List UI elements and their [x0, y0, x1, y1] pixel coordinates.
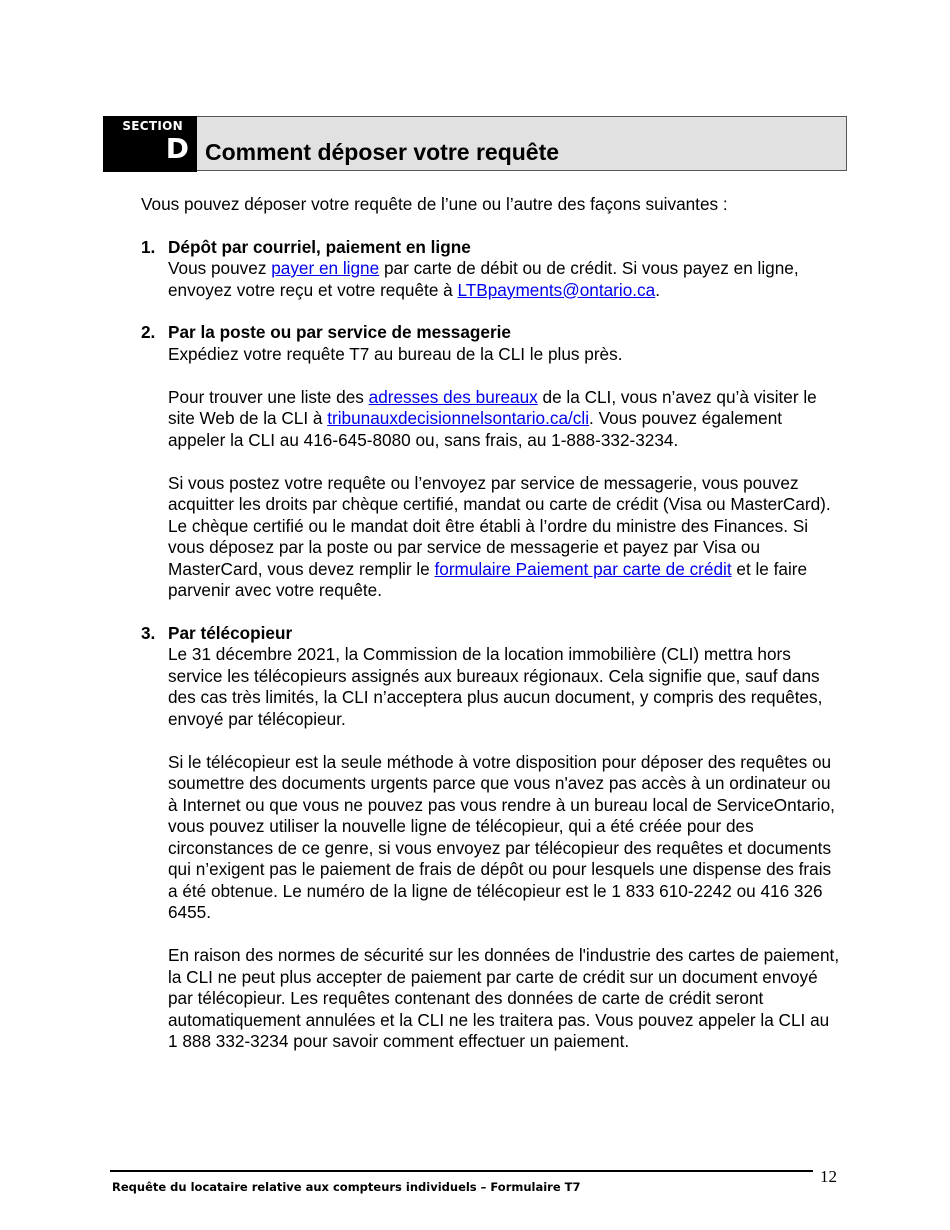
footer-divider	[110, 1170, 813, 1172]
item-number: 1.	[141, 236, 156, 257]
footer-form-title: Requête du locataire relative aux compteurs individuels – Formulaire T7	[112, 1180, 581, 1194]
item-paragraph: En raison des normes de sécurité sur les données de l'industrie des cartes de paiement, la CLI ne peut plus accepter de paiement par carte de crédit sur un document envoyé par télécopieur. Les requêtes contenant des données de carte de crédit seront automatiquement annulées et la CLI ne les traitera pas. Vous pouvez appeler la CLI au 1 888 332-3234 pour savoir comment effectuer un paiement.	[168, 945, 840, 1051]
item-paragraph	[168, 473, 841, 602]
section-tab	[103, 116, 197, 172]
text-run: par carte de débit ou de crédit. Si vous payez en ligne, envoyez votre reçu et votre requête à	[168, 258, 799, 300]
item-number: 3.	[141, 622, 156, 643]
text-run: et le faire parvenir avec votre requête.	[168, 558, 808, 600]
text-run: .	[655, 279, 660, 300]
page-number: 12	[820, 1167, 837, 1186]
pay-online-link[interactable]: payer en ligne	[271, 258, 380, 278]
list-item-email	[141, 237, 841, 302]
section-label: SECTION	[122, 119, 183, 133]
item-title: Dépôt par courriel, paiement en ligne	[168, 236, 471, 257]
item-paragraph: Si le télécopieur est la seule méthode à votre disposition pour déposer des requêtes ou soumettre des documents urgents parce que vous n'avez pas accès à un ordinateur ou à Internet ou que vous ne pouvez pas vous rendre à un bureau local de ServiceOntario, vous pouvez utiliser la nouvelle ligne de télécopieur, qui a été créée pour des circonstances de ce genre, si vous envoyez par télécopieur des requêtes et documents qui n’exigent pas le paiement de frais de dépôt ou pour lesquels une dispense des frais a été obtenue. Le numéro de la ligne de télécopieur est le 1 833 610-2242 ou 416 326 6455.	[168, 751, 835, 922]
item-number: 2.	[141, 322, 156, 342]
item-title: Par la poste ou par service de messagerie	[168, 322, 511, 342]
intro-text: Vous pouvez déposer votre requête de l’une ou l’autre des façons suivantes :	[141, 194, 728, 214]
list-item-fax	[141, 623, 841, 1053]
section-letter: D	[165, 132, 189, 165]
filing-methods-list	[141, 237, 841, 1053]
office-addresses-link[interactable]: adresses des bureaux	[368, 386, 538, 407]
list-item-mail	[141, 322, 841, 602]
item-title: Par télécopieur	[168, 622, 293, 643]
email-link[interactable]: LTBpayments@ontario.ca	[457, 279, 656, 300]
section-header	[103, 116, 847, 171]
text-run: . Vous pouvez également appeler la CLI au 416-645-8080 ou, sans frais, au 1-888-332-3234.	[168, 408, 783, 450]
item-paragraph: Expédiez votre requête T7 au bureau de la CLI le plus près.	[168, 343, 623, 364]
item-paragraph	[168, 258, 841, 301]
credit-card-form-link[interactable]: formulaire Paiement par carte de crédit	[434, 558, 732, 579]
text-run: Vous pouvez	[168, 258, 272, 278]
page-title: Comment déposer votre requête	[205, 139, 560, 165]
ltb-website-link[interactable]: tribunauxdecisionnelsontario.ca/cli	[327, 408, 590, 428]
text-run: de la CLI, vous n’avez qu’à visiter le site Web de la CLI à	[168, 386, 817, 428]
main-content	[141, 194, 841, 1074]
text-run: Pour trouver une liste des	[168, 386, 369, 407]
text-run: Si vous postez votre requête ou l’envoyez par service de messagerie, vous pouvez acquitter les droits par chèque certifié, mandat ou carte de crédit (Visa ou MasterCard). Le chèque certifié ou le mandat doit être établi à l’ordre du ministre des Finances. Si vous déposez par la poste ou par service de messagerie et payez par Visa ou MasterCard, vous devez remplir le	[168, 472, 831, 579]
item-paragraph: Le 31 décembre 2021, la Commission de la location immobilière (CLI) mettra hors service les télécopieurs assignés aux bureaux régionaux. Cela signifie que, sauf dans des cas très limités, la CLI n’acceptera plus aucun document, y compris des requêtes, envoyé par télécopieur.	[168, 644, 823, 729]
item-paragraph	[168, 387, 841, 452]
